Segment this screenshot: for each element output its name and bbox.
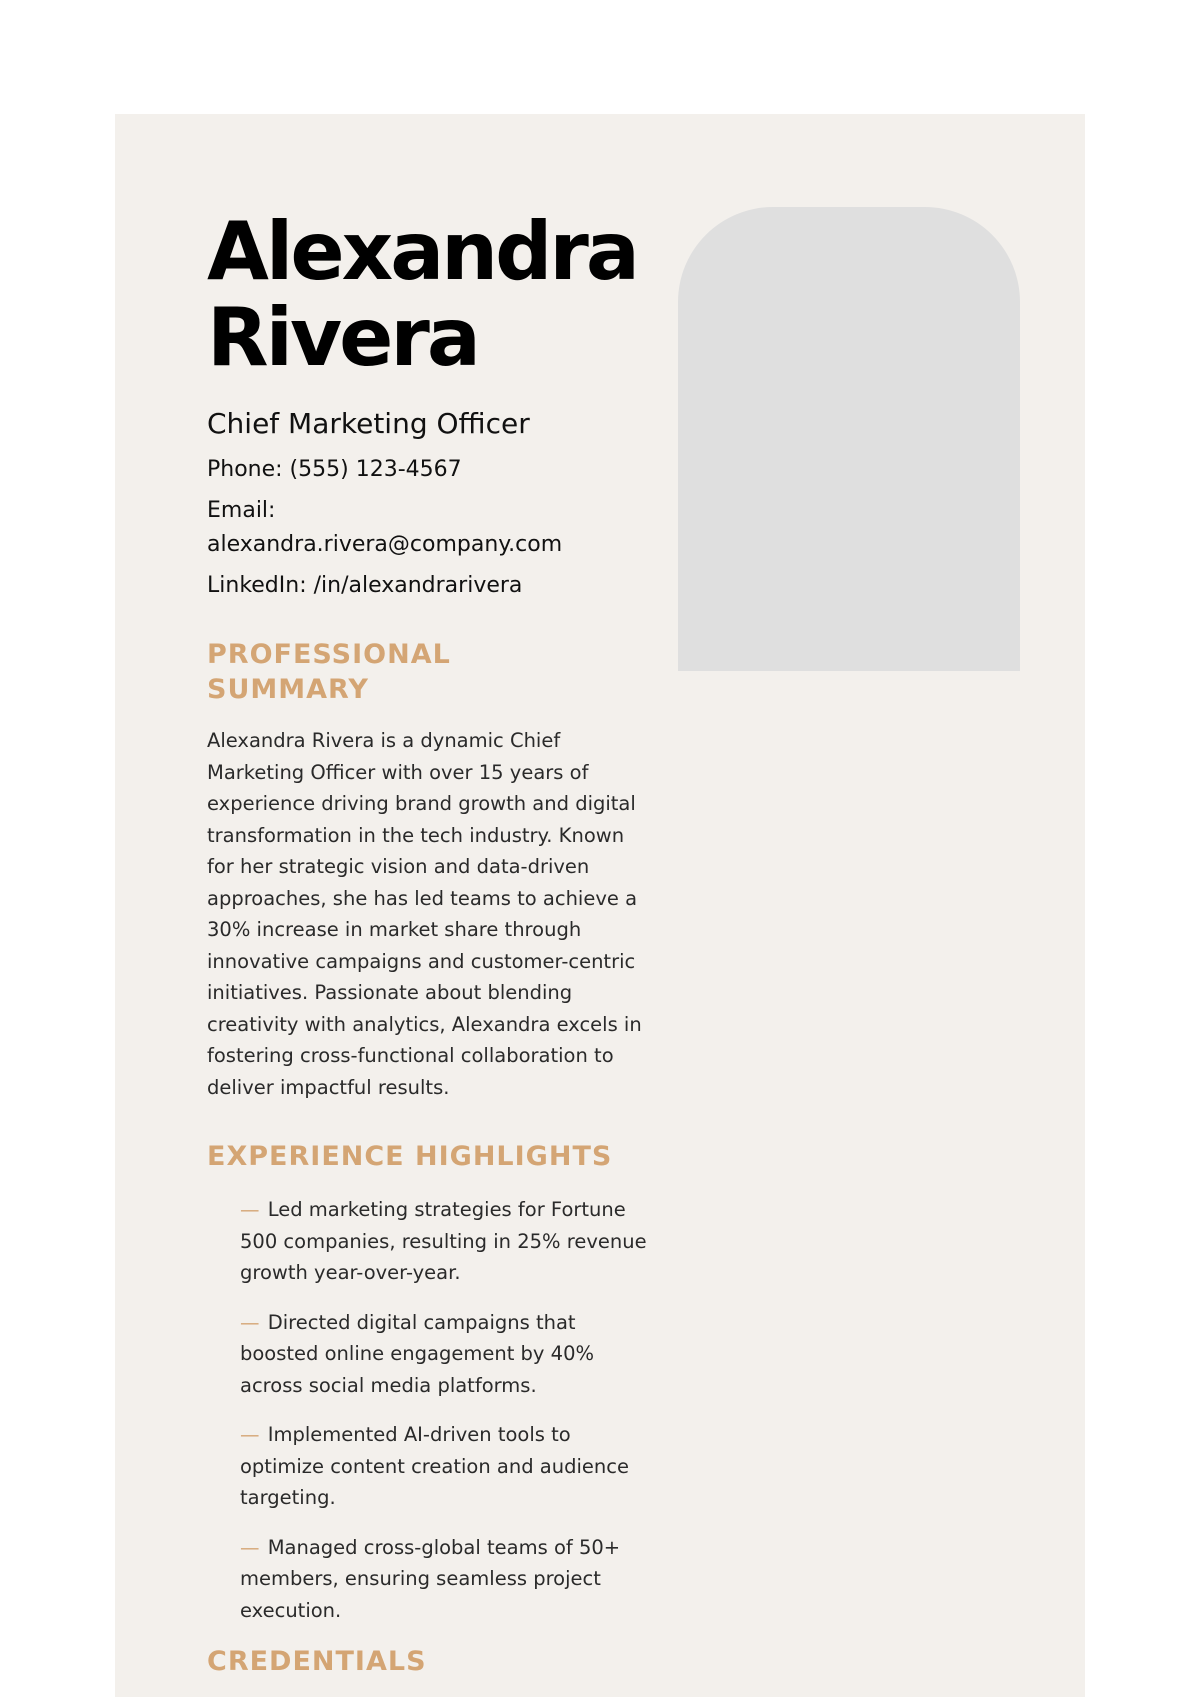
experience-item-text: Managed cross-global teams of 50+ members, ensuring seamless project execution. [240,1535,621,1622]
experience-item-text: Led marketing strategies for Fortune 500 companies, resulting in 25% revenue growth year-over-year. [240,1198,647,1284]
full-name [207,205,647,384]
dash-bullet: — [240,1423,260,1446]
profile-photo-placeholder [678,207,1020,671]
contact-linkedin: LinkedIn: /in/alexandrarivera [207,573,523,598]
experience-item [240,1419,647,1514]
dash-bullet: — [240,1198,260,1221]
experience-list [207,1194,647,1626]
experience-heading: EXPERIENCE HIGHLIGHTS [207,1141,613,1172]
experience-item [240,1194,647,1289]
dash-bullet: — [240,1535,260,1559]
contact-phone: Phone: (555) 123-4567 [207,457,462,482]
first-name: Alexandra [207,205,637,298]
contact-email-label: Email: [207,498,276,523]
summary-text: Alexandra Rivera is a dynamic Chief Marketing Officer with over 15 years of experience driving brand growth and digital transformation in the tech industry. Known for her strategic vision and data-driven approaches, she has led teams to achieve a 30% increase in market share through innovative campaigns and customer-centric initiatives. Passionate about blending creativity with analytics, Alexandra excels in fostering cross-functional collaboration to deliver impactful results. [207,729,642,1099]
experience-item [240,1307,647,1402]
resume-sheet [115,114,1085,1697]
experience-item-text: Directed digital campaigns that boosted online engagement by 40% across social media platforms. [240,1310,595,1397]
summary-heading: PROFESSIONAL SUMMARY [207,639,451,705]
contact-email: alexandra.rivera@company.com [207,532,563,557]
credentials-heading: CREDENTIALS [207,1646,427,1677]
last-name: Rivera [207,291,478,384]
experience-item-text: Implemented AI-driven tools to optimize content creation and audience targeting. [240,1423,629,1509]
dash-bullet: — [240,1310,260,1334]
job-title: Chief Marketing Officer [207,407,530,440]
left-column [207,205,647,1679]
experience-item [240,1532,647,1627]
contact-block [207,453,647,603]
